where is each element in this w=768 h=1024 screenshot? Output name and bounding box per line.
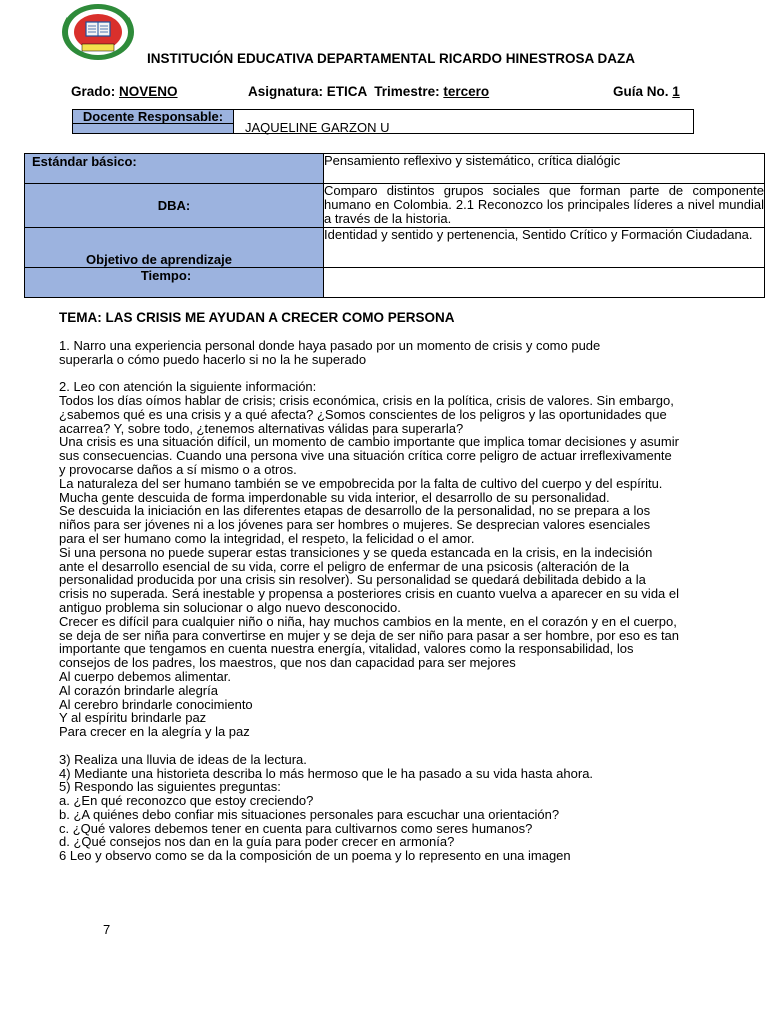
paragraph-2: Una crisis es una situación difícil, un momento de cambio importante que implica tomar decisiones y asumir sus consecuencias. Cuando una persona vive una situación crítica corre peligro de actuar irreflexivamente y provocarse daños a sí mismo o a otros. — [59, 434, 679, 477]
grado-value: NOVENO — [119, 84, 178, 99]
grado-field — [71, 84, 178, 99]
row-dba — [25, 184, 765, 228]
asignatura-value: ETICA — [326, 84, 367, 99]
line-cerebro: Al cerebro brindarle conocimiento — [59, 696, 253, 712]
line-espiritu: Y al espíritu brindarle paz — [59, 710, 207, 726]
question-5c: c. ¿Qué valores debemos tener en cuenta para cultivarnos como seres humanos? — [59, 820, 533, 836]
info-table — [24, 153, 765, 298]
paragraph-5: Si una persona no puede superar estas transiciones y se queda estancada en la crisis, en la indecisión ante el desarrollo esencial de su vida, corre el peligro de enfermar de una psicosis (alteración de la personalidad producida por una crisis sin resolver). Su personalidad se quedará debilitada debido a la crisis no superada. Será inestable y propensa a posteriores crisis en cuanto vuelva a aparecer en su vida el antiguo problema sin solucionar o algo nuevo desconocido. — [59, 544, 680, 615]
line-corazon: Al corazón brindarle alegría — [59, 682, 218, 698]
objetivo-value: Identidad y sentido y pertenencia, Sentido Crítico y Formación Ciudadana. — [324, 228, 765, 268]
estandar-value: Pensamiento reflexivo y sistemático, crítica dialógic — [324, 154, 765, 184]
question-5a: a. ¿En qué reconozco que estoy creciendo? — [59, 793, 314, 809]
row-estandar — [25, 154, 765, 184]
question-5d: d. ¿Qué consejos nos dan en la guía para poder crecer en armonía? — [59, 834, 455, 850]
tiempo-label: Tiempo: — [25, 268, 324, 298]
school-name: INSTITUCIÓN EDUCATIVA DEPARTAMENTAL RICARDO HINESTROSA DAZA — [147, 51, 635, 66]
question-3: 3) Realiza una lluvia de ideas de la lectura. — [59, 751, 307, 767]
asignatura-field — [248, 84, 489, 99]
guide-content — [59, 311, 679, 863]
question-5b: b. ¿A quiénes debo confiar mis situaciones personales para escuchar una orientación? — [59, 806, 560, 822]
paragraph-1: Todos los días oímos hablar de crisis; crisis económica, crisis en la política, crisis de valores. Sin embargo, ¿sabemos qué es una crisis y a qué afecta? ¿Somos conscientes de los peligros y las oportunidades que acarrea? Y, sobre todo, ¿tenemos alternativas válidas para superarla? — [59, 392, 674, 436]
question-2-intro: 2. Leo con atención la siguiente información: — [59, 379, 317, 395]
docente-name: JAQUELINE GARZON U — [245, 120, 390, 135]
paragraph-3: La naturaleza del ser humano también se ve empobrecida por la falta de cultivo del cuerpo y del espíritu. Mucha gente descuida de forma imperdonable su vida interior, el desarrollo de su personalidad. — [59, 475, 663, 505]
line-crecer: Para crecer en la alegría y la paz — [59, 724, 250, 740]
asignatura-label: Asignatura: — [248, 84, 324, 99]
paragraph-6: Crecer es difícil para cualquier niño o niña, hay muchos cambios en la mente, en el corazón y en el cuerpo, se deja de ser niña para convertirse en mujer y se deja de ser niño para pasar a ser hombre, por eso es tan importante que tengamos en cuenta nuestra energía, vitalidad, valores como la responsabilidad, los consejos de los padres, los maestros, que nos dan capacidad para ser mejores — [59, 613, 680, 671]
docente-label-fill — [73, 124, 234, 133]
row-tiempo — [25, 268, 765, 298]
question-5: 5) Respondo las siguientes preguntas: — [59, 779, 281, 795]
paragraph-4: Se descuida la iniciación en las diferentes etapas de desarrollo de la personalidad, no se prepara a los niños para ser jóvenes ni a los jóvenes para ser hombres o mujeres. Se desprecian valores esenciales para el ser humano como la integridad, el respeto, la felicidad o el amor. — [59, 503, 651, 546]
tema-title: TEMA: LAS CRISIS ME AYUDAN A CRECER COMO PERSONA — [59, 310, 455, 325]
page-number: 7 — [103, 922, 111, 937]
grado-label: Grado: — [71, 84, 116, 99]
dba-label: DBA: — [25, 184, 324, 228]
line-cuerpo: Al cuerpo debemos alimentar. — [59, 668, 231, 684]
docente-label: Docente Responsable: — [73, 110, 234, 124]
estandar-label: Estándar básico: — [25, 154, 324, 184]
question-1: 1. Narro una experiencia personal donde haya pasado por un momento de crisis y como pude superarla o cómo puedo hacerlo si no la he superado — [59, 337, 601, 367]
trimestre-value: tercero — [443, 84, 490, 99]
tiempo-value — [324, 268, 765, 298]
question-4: 4) Mediante una historieta describa lo más hermoso que le ha pasado a su vida hasta ahora. — [59, 765, 594, 781]
guia-value: 1 — [672, 84, 680, 99]
objetivo-label: Objetivo de aprendizaje — [25, 228, 324, 268]
question-6: 6 Leo y observo como se da la composición de un poema y lo represento en una imagen — [59, 848, 571, 864]
guia-label: Guía No. — [613, 84, 669, 99]
guia-field — [613, 84, 680, 99]
row-objetivo — [25, 228, 765, 268]
dba-value: Comparo distintos grupos sociales que forman parte de componente humano en Colombia. 2.1 Reconozco los principales líderes a nivel mundial a través de la historia. — [324, 183, 764, 226]
docente-box — [72, 109, 694, 134]
trimestre-label: Trimestre: — [374, 84, 440, 99]
